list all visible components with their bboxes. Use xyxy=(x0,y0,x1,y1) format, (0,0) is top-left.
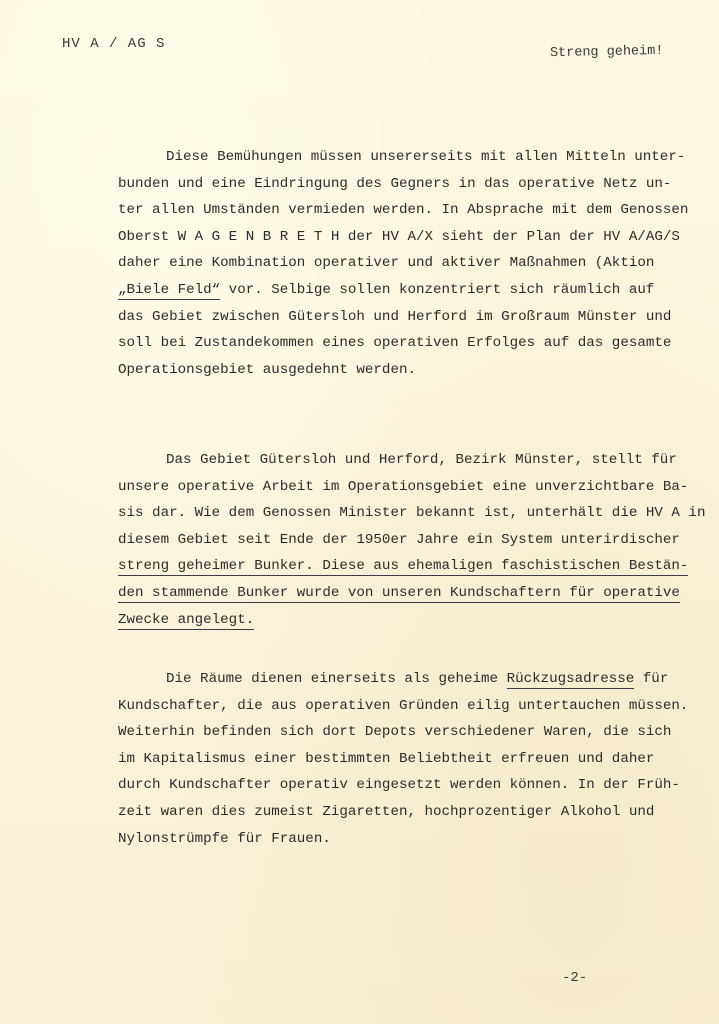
text-line: Nylonstrümpfe für Frauen. xyxy=(118,830,331,847)
underlined-text: streng geheimer Bunker. Diese aus ehemaligen faschistischen Bestän- xyxy=(118,558,689,575)
text-fragment: vor. Selbige sollen konzentriert sich räumlich auf xyxy=(220,281,655,298)
page-number: -2- xyxy=(562,970,588,986)
classification-mark: Streng geheim! xyxy=(549,43,664,62)
text-fragment: Die Räume dienen einerseits als geheime xyxy=(166,671,507,687)
text-line: unsere operative Arbeit im Operationsgebiet eine unverzichtbare Ba- xyxy=(118,478,689,495)
text-line: das Gebiet zwischen Gütersloh und Herford im Großraum Münster und xyxy=(118,308,672,325)
text-line: diesem Gebiet seit Ende der 1950er Jahre ein System unterirdischer xyxy=(118,531,680,548)
paragraph-3 xyxy=(118,666,689,852)
underlined-text: Rückzugsadresse xyxy=(506,671,635,687)
text-line: im Kapitalismus einer bestimmten Beliebtheit erfreuen und daher xyxy=(118,750,655,767)
underlined-action-name: „Biele Feld“ xyxy=(118,281,221,298)
text-line: durch Kundschafter operativ eingesetzt werden können. In der Früh- xyxy=(118,777,680,794)
underlined-text: Zwecke angelegt. xyxy=(118,611,255,628)
department-code: HV A / AG S xyxy=(62,36,166,52)
text-line xyxy=(118,553,689,580)
text-line: Diese Bemühungen müssen unsererseits mit allen Mitteln unter- xyxy=(166,149,686,165)
underlined-text: den stammende Bunker wurde von unseren Kundschaftern für operative xyxy=(118,584,680,601)
text-fragment: für xyxy=(634,671,669,687)
paragraph-1 xyxy=(118,144,689,383)
text-line: Kundschafter, die aus operativen Gründen eilig untertauchen müssen. xyxy=(118,697,689,714)
text-line xyxy=(118,607,663,634)
text-line: Oberst W A G E N B R E T H der HV A/X sieht der Plan der HV A/AG/S xyxy=(118,228,680,245)
text-line: ter allen Umständen vermieden werden. In Absprache mit dem Genossen xyxy=(118,202,689,219)
text-line xyxy=(118,666,669,693)
text-line: daher eine Kombination operativer und aktiver Maßnahmen (Aktion xyxy=(118,255,655,272)
paragraph-2 xyxy=(118,447,706,633)
text-line xyxy=(118,580,680,607)
text-line: soll bei Zustandekommen eines operativen Erfolges auf das gesamte xyxy=(118,335,672,352)
text-line: zeit waren dies zumeist Zigaretten, hochprozentiger Alkohol und xyxy=(118,803,655,820)
text-line: sis dar. Wie dem Genossen Minister bekannt ist, unterhält die HV A in xyxy=(118,505,706,522)
text-line: Weiterhin befinden sich dort Depots verschiedener Waren, die sich xyxy=(118,724,672,741)
text-line: Operationsgebiet ausgedehnt werden. xyxy=(118,361,416,378)
text-line: Das Gebiet Gütersloh und Herford, Bezirk Münster, stellt für xyxy=(166,452,677,468)
text-line: bunden und eine Eindringung des Gegners in das operative Netz un- xyxy=(118,175,672,192)
text-line xyxy=(118,277,663,304)
